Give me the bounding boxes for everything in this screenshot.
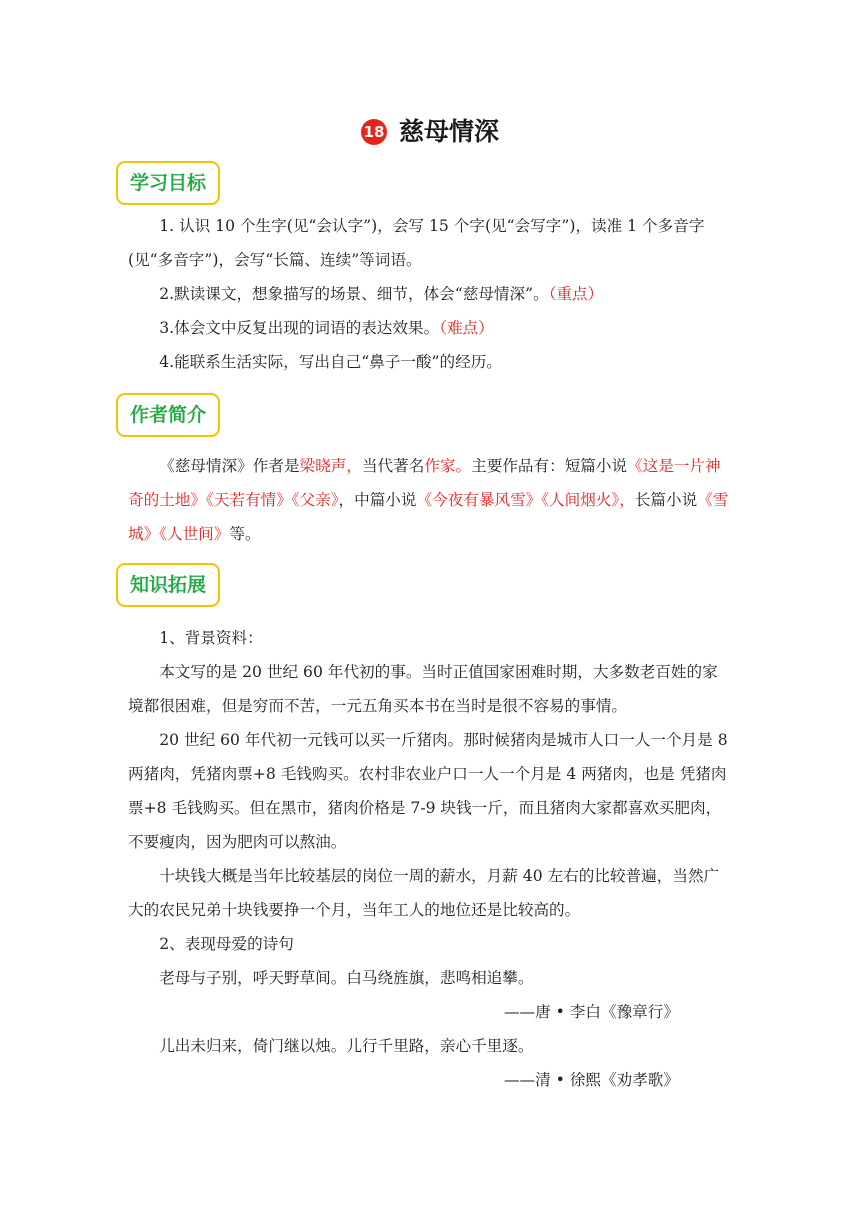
goal-text: 3.体会文中反复出现的词语的表达效果。 (159, 319, 440, 337)
goal-item (128, 277, 731, 311)
author-role: 作家。 (424, 457, 472, 475)
author-text: ，中篇小说 (338, 491, 417, 509)
goal-note-key: （重点） (548, 285, 604, 303)
mid-works: 《今夜有暴风雪》《人间烟火》， (416, 491, 635, 509)
poems-heading: 2、表现母爱的诗句 (159, 935, 294, 953)
background-paragraph: 十块钱大概是当年比较基层的岗位一周的薪水，月薪 40 左右的比较普遍，当然广大的农民兄弟十块钱要挣一个月，当年工人的地位还是比较高的。 (128, 867, 720, 919)
background-heading: 1、背景资料： (159, 629, 263, 647)
poem-line: 儿出未归来，倚门继以烛。儿行千里路，亲心千里逐。 (159, 1037, 534, 1055)
author-name: 梁晓声， (299, 457, 362, 475)
poem-source: ——清 • 徐熙《劝孝歌》 (503, 1071, 679, 1089)
long-works: 《雪城》《人世间》 (128, 491, 729, 543)
section-label-goals: 学习目标 (116, 161, 220, 205)
goals-list (128, 209, 731, 379)
author-text: 当代著名 (361, 457, 425, 475)
lesson-title-text: 慈母情深 (398, 117, 499, 146)
author-text: 《慈母情深》作者是 (159, 457, 300, 475)
goal-item (128, 209, 731, 277)
author-paragraph (128, 449, 731, 551)
author-text: 长篇小说 (634, 491, 698, 509)
section-label-author: 作者简介 (116, 393, 220, 437)
goal-text: 2.默读课文，想象描写的场景、细节，体会“慈母情深”。 (159, 285, 549, 303)
poem-source: ——唐 • 李白《豫章行》 (503, 1003, 679, 1021)
goal-item (128, 345, 731, 379)
goal-text: 4.能联系生活实际，写出自己“鼻子一酸”的经历。 (159, 353, 502, 371)
author-intro (128, 449, 731, 551)
section-label-knowledge: 知识拓展 (116, 563, 220, 607)
knowledge-body (128, 621, 731, 1097)
goal-text: 1. 认识 10 个生字(见“会认字”)，会写 15 个字(见“会写字”)，读准 1 个多音字(见“多音字”)，会写“长篇、连续”等词语。 (128, 217, 705, 269)
author-text: 等。 (229, 525, 261, 543)
background-paragraph: 20 世纪 60 年代初一元钱可以买一斤猪肉。那时候猪肉是城市人口一人一个月是 8 两猪肉，凭猪肉票+8 毛钱购买。农村非农业户口一人一个月是 4 两猪肉，也是 凭猪肉票+8 毛钱购买。但在黑市，猪肉价格是 7-9 块钱一斤，而且猪肉大家都喜欢买肥肉，不要瘦肉，因为肥肉可以熬油。 (128, 731, 728, 851)
poem-line: 老母与子别，呼天野草间。白马绕旌旗，悲鸣相追攀。 (159, 969, 534, 987)
goal-item (128, 311, 731, 345)
lesson-title (0, 112, 860, 148)
background-paragraph: 本文写的是 20 世纪 60 年代初的事。当时正值国家困难时期，大多数老百姓的家境都很困难，但是穷而不苦，一元五角买本书在当时是很不容易的事情。 (128, 663, 718, 715)
lesson-number: 18 (361, 119, 387, 145)
short-works: 《这是一片神奇的土地》《天若有情》《父亲》 (128, 457, 721, 509)
goal-note-difficult: （难点） (439, 319, 494, 337)
author-text: 主要作品有：短篇小说 (471, 457, 628, 475)
